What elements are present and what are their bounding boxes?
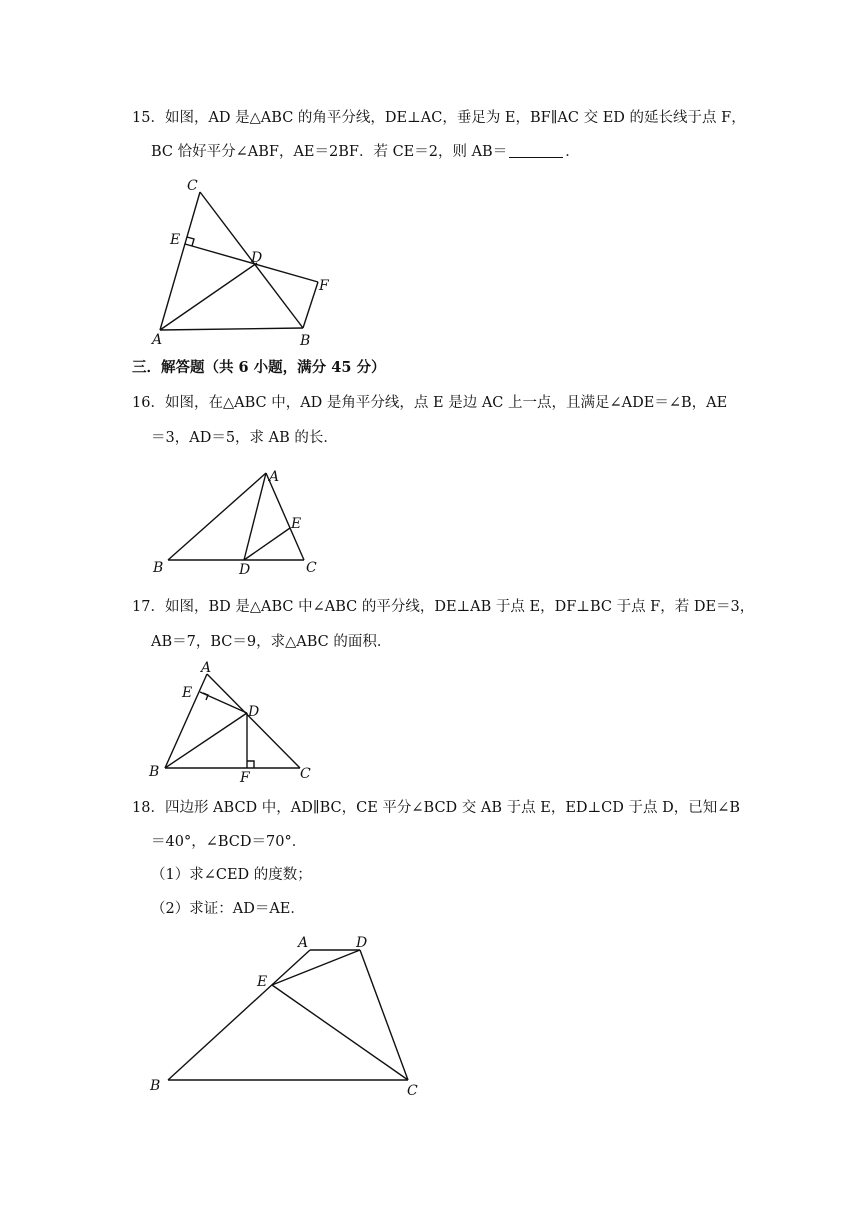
q18-line1: 18．四边形 ABCD 中，AD∥BC，CE 平分∠BCD 交 AB 于点 E，ED⊥CD 于点 D，已知∠B — [132, 800, 741, 816]
q15-label-B: B — [300, 333, 311, 349]
q18-segment-ED — [272, 950, 360, 985]
q15-label-E: E — [170, 232, 181, 248]
q15-line1: 15．如图，AD 是△ABC 的角平分线，DE⊥AC，垂足为 E，BF∥AC 交 ED 的延长线于点 F， — [132, 110, 746, 126]
q18-label-D: D — [356, 935, 368, 951]
q16-figure — [150, 462, 325, 577]
q15-line2-end: ． — [565, 144, 580, 160]
q15-label-C: C — [187, 178, 198, 194]
q15-label-F: F — [319, 278, 329, 294]
q18-figure — [140, 930, 430, 1100]
q16-label-A: A — [269, 469, 280, 485]
q18-sub1: （1）求∠CED 的度数； — [151, 867, 312, 883]
q18-label-E: E — [257, 974, 268, 990]
q15-segment-AD — [160, 263, 257, 330]
q17-label-F: F — [240, 770, 250, 786]
q18-label-A: A — [298, 935, 309, 951]
q17-label-C: C — [300, 766, 311, 782]
q15-line2-text: BC 恰好平分∠ABF，AE＝2BF．若 CE＝2，则 AB＝ — [151, 144, 508, 160]
q18-label-C: C — [407, 1083, 418, 1099]
q18-label-B: B — [150, 1078, 161, 1094]
q18-segment-DC — [360, 950, 408, 1080]
q17-line2: AB＝7，BC＝9，求△ABC 的面积． — [151, 634, 392, 650]
q15-line2 — [151, 142, 580, 162]
q17-label-B: B — [149, 764, 160, 780]
q18-segment-EC — [272, 985, 408, 1080]
q17-right-angle-mark-E — [203, 693, 208, 700]
q17-line1: 17．如图，BD 是△ABC 中∠ABC 的平分线，DE⊥AB 于点 E，DF⊥BC 于点 F，若 DE＝3， — [132, 599, 755, 615]
q15-segment-AB — [160, 328, 303, 330]
q17-right-angle-mark-F — [247, 761, 254, 768]
q17-figure — [145, 657, 320, 787]
q18-segment-AB — [168, 950, 310, 1080]
q16-segment-AB — [168, 473, 266, 560]
q15-segment-BF — [303, 282, 318, 328]
q18-line2: ＝40°，∠BCD＝70°． — [151, 834, 307, 850]
q16-label-C: C — [306, 560, 317, 576]
q15-figure — [140, 175, 370, 350]
q15-label-D: D — [251, 250, 263, 266]
q17-label-E: E — [182, 685, 193, 701]
q18-sub2: （2）求证：AD＝AE． — [151, 901, 305, 917]
section-heading: 三．解答题（共 6 小题，满分 45 分） — [132, 359, 386, 376]
q17-label-A: A — [201, 660, 212, 676]
answer-blank[interactable] — [509, 143, 563, 158]
q16-label-E: E — [291, 516, 302, 532]
q16-line2: ＝3，AD＝5，求 AB 的长． — [151, 430, 338, 446]
q17-label-D: D — [248, 704, 260, 720]
q15-label-A: A — [152, 332, 163, 348]
q17-segment-AC — [207, 674, 300, 768]
q16-label-D: D — [239, 562, 251, 578]
q16-line1: 16．如图，在△ABC 中，AD 是角平分线，点 E 是边 AC 上一点，且满足∠ADE＝∠B，AE — [132, 395, 728, 411]
q16-label-B: B — [153, 560, 164, 576]
q15-segment-AC — [160, 192, 200, 330]
